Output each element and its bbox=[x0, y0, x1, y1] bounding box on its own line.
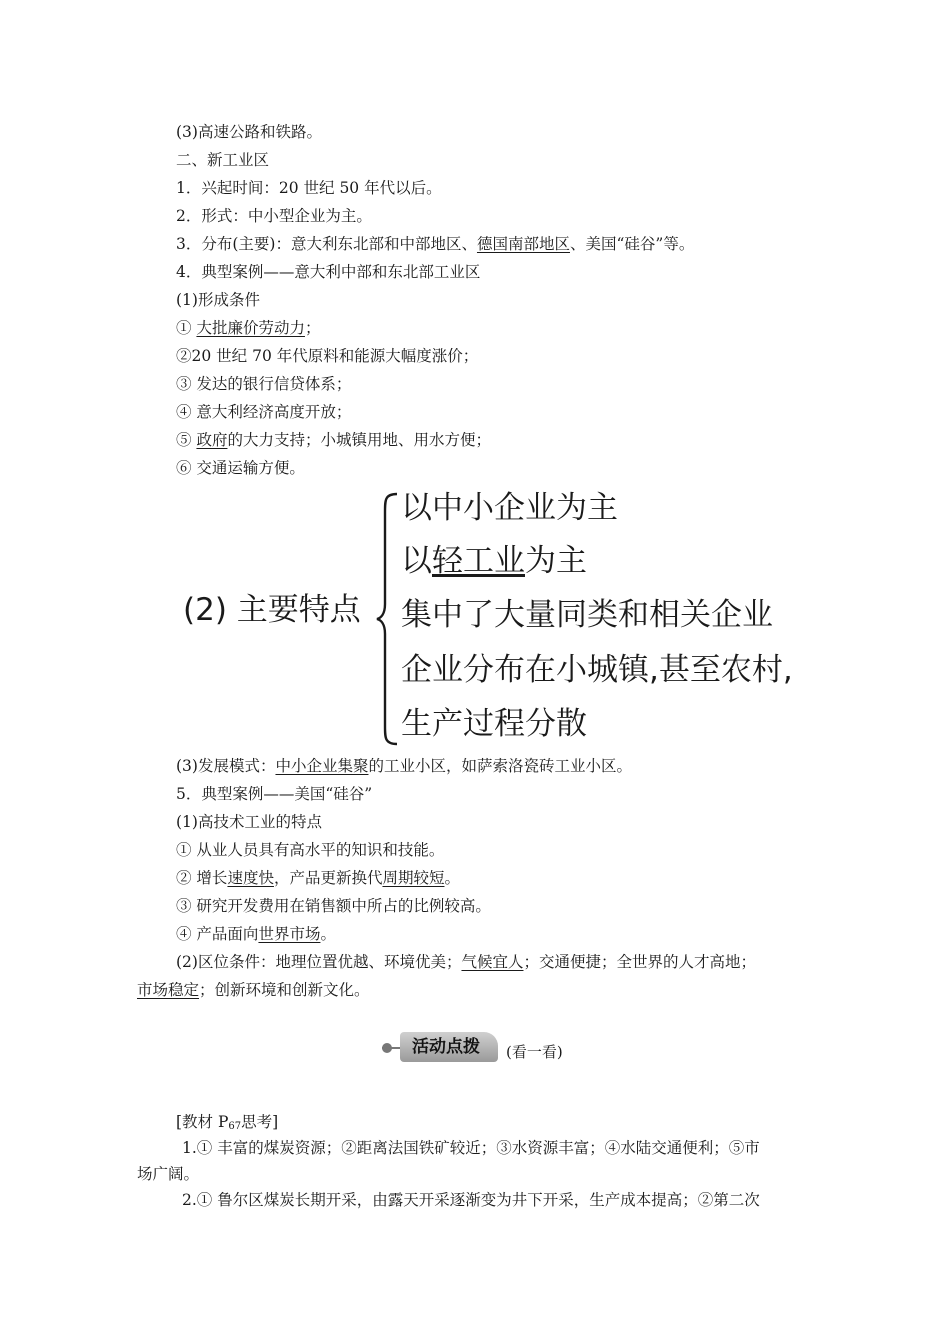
text-span: ； bbox=[304, 319, 321, 337]
text-line bbox=[176, 262, 480, 282]
text-span: (3)高速公路和铁路。 bbox=[176, 123, 322, 141]
text-span: 2．形式：中小型企业为主。 bbox=[176, 207, 372, 225]
activity-note: (看一看) bbox=[506, 1043, 563, 1061]
underlined-keyword: 世界市场 bbox=[258, 925, 321, 943]
underlined-keyword: 政府 bbox=[196, 431, 228, 449]
text-span: ③ 发达的银行信贷体系； bbox=[176, 375, 352, 393]
text-line bbox=[176, 1112, 278, 1137]
text-line bbox=[176, 458, 305, 478]
underlined-keyword: 气候宜人 bbox=[461, 953, 524, 971]
feature-item bbox=[401, 650, 793, 690]
text-span: 、美国“硅谷”等。 bbox=[569, 235, 695, 253]
text-line bbox=[176, 402, 351, 422]
text-line bbox=[182, 1138, 760, 1158]
text-line bbox=[176, 784, 372, 804]
text-span: 4．典型案例——意大利中部和东北部工业区 bbox=[176, 263, 481, 281]
underlined-keyword: 周期较短 bbox=[382, 869, 445, 887]
text-span: 1.① 丰富的煤炭资源；②距离法国铁矿较近；③水资源丰富；④水陆交通便利；⑤市 bbox=[182, 1139, 760, 1157]
text-line bbox=[176, 234, 694, 254]
text-span: (1)形成条件 bbox=[176, 291, 260, 309]
underlined-keyword: 速度快 bbox=[227, 869, 274, 887]
text-line bbox=[176, 840, 444, 860]
feature-item bbox=[401, 541, 587, 581]
text-line bbox=[137, 980, 370, 1000]
curly-brace-icon bbox=[375, 492, 399, 746]
feature-text: 以中小企业为主 bbox=[401, 490, 618, 526]
text-line bbox=[176, 122, 322, 142]
text-line bbox=[176, 756, 632, 776]
text-line bbox=[176, 178, 442, 198]
feature-text: 集中了大量同类和相关企业 bbox=[401, 597, 773, 633]
underlined-keyword: 大批廉价劳动力 bbox=[196, 319, 305, 337]
text-span: (3)发展模式： bbox=[176, 757, 276, 775]
text-span: 3．分布(主要)：意大利东北部和中部地区、 bbox=[176, 235, 477, 253]
feature-text: 企业分布在小城镇,甚至农村, bbox=[401, 652, 793, 688]
text-span: 1．兴起时间：20 世纪 50 年代以后。 bbox=[176, 179, 442, 197]
text-span: 思考] bbox=[241, 1113, 279, 1131]
text-span: 2.① 鲁尔区煤炭长期开采，由露天开采逐渐变为井下开采，生产成本提高；②第二次 bbox=[182, 1191, 760, 1209]
text-span: 5．典型案例——美国“硅谷” bbox=[176, 785, 373, 803]
text-span: (1)高技术工业的特点 bbox=[176, 813, 322, 831]
text-span: 的大力支持；小城镇用地、用水方便； bbox=[227, 431, 491, 449]
text-line bbox=[176, 150, 269, 170]
text-span: ④ 意大利经济高度开放； bbox=[176, 403, 352, 421]
text-span: ；交通便捷；全世界的人才高地； bbox=[523, 953, 756, 971]
text-span: 67 bbox=[228, 1121, 242, 1132]
text-line bbox=[176, 924, 336, 944]
badge-dot-icon bbox=[382, 1043, 392, 1053]
text-line bbox=[182, 1190, 760, 1210]
features-label: (2) 主要特点 bbox=[183, 592, 361, 628]
feature-text: 为主 bbox=[525, 543, 587, 579]
text-span: 二、新工业区 bbox=[176, 151, 270, 169]
text-span: ⑤ bbox=[176, 431, 197, 449]
main-features-diagram bbox=[183, 488, 863, 750]
text-line bbox=[176, 290, 260, 310]
text-span: ① 从业人员具有高水平的知识和技能。 bbox=[176, 841, 445, 859]
text-line bbox=[176, 206, 372, 226]
text-span: ，产品更新换代 bbox=[273, 869, 383, 887]
text-line bbox=[176, 812, 322, 832]
feature-text: 以 bbox=[401, 543, 432, 579]
text-span: ② 增长 bbox=[176, 869, 228, 887]
feature-item bbox=[401, 488, 618, 528]
text-span: [教材 P bbox=[176, 1113, 229, 1131]
text-span: ③ 研究开发费用在销售额中所占的比例较高。 bbox=[176, 897, 491, 915]
underlined-keyword: 中小企业集聚 bbox=[275, 757, 369, 775]
text-line bbox=[176, 868, 460, 888]
feature-item bbox=[401, 704, 587, 744]
text-span: 。 bbox=[444, 869, 460, 887]
text-span: ；创新环境和创新文化。 bbox=[199, 981, 370, 999]
underlined-keyword: 市场稳定 bbox=[137, 981, 200, 999]
text-line bbox=[176, 952, 756, 972]
text-span: ②20 世纪 70 年代原料和能源大幅度涨价； bbox=[176, 347, 479, 365]
text-span: ⑥ 交通运输方便。 bbox=[176, 459, 305, 477]
text-line bbox=[137, 1164, 199, 1184]
text-span: (2)区位条件：地理位置优越、环境优美； bbox=[176, 953, 462, 971]
underlined-keyword: 德国南部地区 bbox=[476, 235, 570, 253]
text-span: 。 bbox=[320, 925, 336, 943]
text-span: 的工业小区，如萨索洛瓷砖工业小区。 bbox=[368, 757, 632, 775]
text-line bbox=[176, 318, 320, 338]
text-line bbox=[176, 374, 351, 394]
feature-text: 生产过程分散 bbox=[401, 706, 587, 742]
activity-badge: 活动点拨 bbox=[400, 1032, 498, 1062]
text-line bbox=[176, 896, 491, 916]
text-span: ④ 产品面向 bbox=[176, 925, 259, 943]
underlined-keyword: 轻工业 bbox=[432, 543, 525, 579]
text-line bbox=[176, 346, 478, 366]
feature-item bbox=[401, 595, 773, 635]
text-span: ① bbox=[176, 319, 197, 337]
text-span: 场广阔。 bbox=[137, 1165, 200, 1183]
text-line bbox=[176, 430, 491, 450]
